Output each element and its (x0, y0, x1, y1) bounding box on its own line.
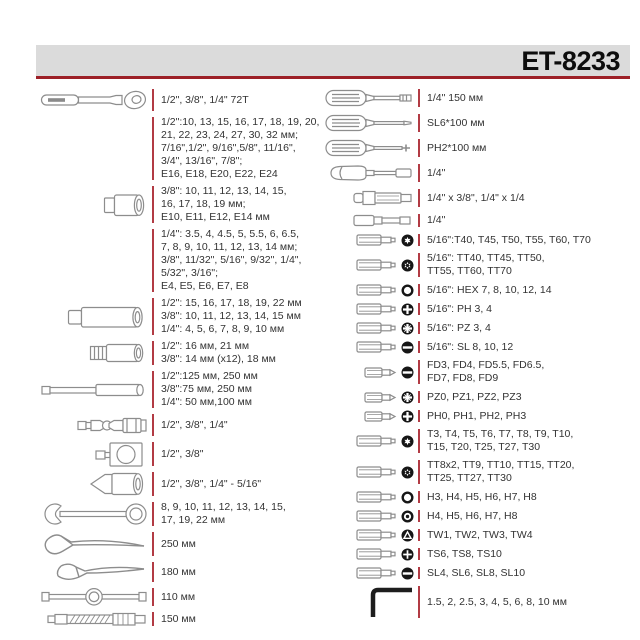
universal-joint-icon (76, 413, 148, 437)
tool-icon-cell (328, 213, 414, 228)
list-item (328, 490, 634, 504)
slotted-screwdriver-icon (324, 113, 414, 133)
spec-text: FD3, FD4, FD5.5, FD6.5, FD7, FD8, FD9 (427, 359, 545, 384)
spec-text: 1/4" (427, 166, 446, 179)
phillips-glyph (401, 410, 414, 423)
bit-icon (355, 465, 397, 479)
hex-dot-glyph (401, 510, 414, 523)
ratchet-icon (40, 88, 148, 112)
separator-line (418, 360, 420, 384)
spec-text: 1/2", 3/8", 1/4" - 5/16" (161, 477, 262, 490)
list-item (328, 213, 634, 228)
list-item (328, 321, 634, 335)
spec-text: 1/2", 3/8" (161, 447, 204, 460)
separator-line (152, 371, 154, 408)
separator-line (418, 410, 420, 422)
tool-icon-cell (36, 441, 148, 467)
list-item (328, 509, 634, 523)
list-item (328, 283, 634, 297)
bit-icon (355, 490, 397, 504)
tool-icon-cell (328, 547, 414, 561)
list-item (36, 471, 328, 497)
spec-text: 180 мм (161, 565, 196, 578)
spec-text: TS6, TS8, TS10 (427, 547, 502, 560)
separator-line (418, 284, 420, 296)
tbar-icon (40, 587, 148, 607)
bit-icon (355, 528, 397, 542)
bit-icon (355, 434, 397, 448)
tool-icon-cell (36, 88, 148, 112)
phillips-screwdriver-icon (324, 138, 414, 158)
bit-icon (355, 302, 397, 316)
deep-socket-icon (66, 304, 148, 330)
spec-text: 1/2", 3/8", 1/4" (161, 418, 228, 431)
list-item (328, 359, 634, 385)
tool-icon-cell (328, 585, 414, 619)
list-item (328, 547, 634, 561)
tool-icon-cell (36, 531, 148, 557)
separator-line (418, 89, 420, 107)
slotted-glyph (401, 341, 414, 354)
spec-text: 1/2": 15, 16, 17, 18, 19, 22 мм 3/8": 10, 11, 12, 13, 14, 15 мм 1/4": 4, 5, 6, 7, 8, 9, 10 мм (161, 297, 302, 335)
spec-text: TW1, TW2, TW3, TW4 (427, 528, 533, 541)
spec-text: 110 мм (161, 590, 196, 603)
tool-icon-cell (36, 380, 148, 400)
torx-glyph (401, 234, 414, 247)
spinner-handle-icon (328, 163, 414, 183)
separator-line (152, 532, 154, 556)
tool-icon-cell (36, 611, 148, 627)
spec-text: 1.5, 2, 2.5, 3, 4, 5, 6, 8, 10 мм (427, 595, 567, 608)
socket-icon (102, 192, 148, 218)
bit-icon (355, 321, 397, 335)
list-item (328, 88, 634, 108)
tool-icon-cell (328, 113, 414, 133)
spec-text: 1/2": 16 мм, 21 мм 3/8": 14 мм (x12), 18 мм (161, 340, 276, 365)
header-bar (36, 45, 630, 76)
groove-pliers-icon (40, 531, 148, 557)
spec-text: PH2*100 мм (427, 141, 487, 154)
drive-adapter-icon (94, 441, 148, 467)
list-item (36, 116, 328, 181)
cone-socket-icon (88, 471, 148, 497)
bit-icon (355, 566, 397, 580)
bit-icon (355, 233, 397, 247)
list-item (328, 138, 634, 158)
spec-text: 1/2":125 мм, 250 мм 3/8":75 мм, 250 мм 1/4": 50 мм,100 мм (161, 370, 258, 408)
separator-line (418, 429, 420, 453)
list-item (36, 561, 328, 583)
allen-key-icon (368, 585, 414, 619)
bit-icon (355, 258, 397, 272)
spec-text: 1/4": 3.5, 4, 4.5, 5, 5.5, 6, 6.5, 7, 8, 9, 10, 11, 12, 13, 14 мм; 3/8", 11/32", 5/16", 9/32", 1/4", 5/32", 3/16"; E4, E5, E6, E7, E8 (161, 228, 302, 292)
spec-text: 1/2", 3/8", 1/4" 72T (161, 93, 249, 106)
separator-line (152, 472, 154, 496)
model-number: ET-8233 (521, 46, 620, 76)
spec-text: 150 мм (161, 612, 196, 625)
list-item (328, 113, 634, 133)
list-item (328, 302, 634, 316)
tool-icon-cell (328, 340, 414, 354)
tool-icon-cell (36, 304, 148, 330)
separator-line (152, 341, 154, 365)
separator-line (152, 612, 154, 626)
list-item (36, 297, 328, 336)
tool-icon-cell (328, 391, 414, 404)
separator-line (418, 234, 420, 246)
list-item (328, 390, 634, 404)
separator-line (152, 562, 154, 582)
tool-icon-cell (328, 302, 414, 316)
spec-text: SL4, SL6, SL8, SL10 (427, 566, 526, 579)
list-item (36, 340, 328, 366)
tool-icon-cell (328, 138, 414, 158)
spec-text: 1/4" 150 мм (427, 91, 484, 104)
separator-line (152, 414, 154, 436)
list-item (328, 252, 634, 278)
separator-line (418, 214, 420, 227)
separator-line (418, 189, 420, 207)
separator-line (418, 586, 420, 618)
spec-text: 1/4" (427, 214, 446, 226)
hex-screwdriver-icon (324, 88, 414, 108)
torx-glyph (401, 435, 414, 448)
separator-line (418, 164, 420, 182)
combination-wrench-icon (40, 501, 148, 527)
spec-text: PH0, PH1, PH2, PH3 (427, 409, 527, 422)
tool-icon-cell (328, 283, 414, 297)
tool-icon-cell (328, 528, 414, 542)
tool-icon-cell (36, 501, 148, 527)
list-item (36, 88, 328, 112)
separator-line (152, 117, 154, 180)
tamper-torx-glyph (401, 466, 414, 479)
separator-line (418, 303, 420, 315)
bit-icon (355, 340, 397, 354)
separator-line (152, 229, 154, 292)
bit-small-icon (363, 410, 397, 423)
spec-text: 5/16": PZ 3, 4 (427, 321, 491, 334)
tool-icon-cell (328, 566, 414, 580)
list-item (36, 611, 328, 627)
tool-icon-cell (328, 490, 414, 504)
list-item (328, 459, 634, 485)
tool-icon-cell (328, 88, 414, 108)
spec-columns (36, 88, 634, 631)
spec-text: 1/2":10, 13, 15, 16, 17, 18, 19, 20, 21, 22, 23, 24, 27, 30, 32 мм; 7/16",1/2", 9/16",5/8", 11/16", 3/4", 13/16", 7/8"; E16, E18, E20, E22, E24 (161, 116, 320, 180)
spec-text: 5/16": SL 8, 10, 12 (427, 340, 514, 353)
list-item (328, 566, 634, 580)
tool-icon-cell (36, 561, 148, 583)
drive-adapter-sm-icon (352, 188, 414, 208)
spec-text: PZ0, PZ1, PZ2, PZ3 (427, 390, 522, 403)
separator-line (152, 298, 154, 335)
left-column (36, 88, 328, 631)
separator-line (418, 567, 420, 579)
tamper-torx-glyph (401, 259, 414, 272)
list-item (328, 340, 634, 354)
separator-line (152, 442, 154, 466)
pozidriv-glyph (401, 322, 414, 335)
list-item (36, 185, 328, 224)
tool-icon-cell (328, 366, 414, 379)
list-item (36, 501, 328, 527)
spec-text: 5/16": TT40, TT45, TT50, TT55, TT60, TT70 (427, 252, 545, 277)
list-item (328, 409, 634, 423)
separator-line (152, 502, 154, 526)
tool-icon-cell (36, 192, 148, 218)
bit-icon (355, 509, 397, 523)
spec-text: H3, H4, H5, H6, H7, H8 (427, 490, 537, 503)
list-item (328, 585, 634, 619)
list-item (36, 413, 328, 437)
spec-text: 250 мм (161, 537, 196, 550)
separator-line (418, 491, 420, 503)
spec-text: 8, 9, 10, 11, 12, 13, 14, 15, 17, 19, 22 мм (161, 501, 286, 526)
sparkplug-socket-icon (88, 342, 148, 364)
tool-icon-cell (328, 465, 414, 479)
tool-icon-cell (328, 163, 414, 183)
separator-line (418, 341, 420, 353)
list-item (328, 163, 634, 183)
list-item (328, 528, 634, 542)
spec-text: 1/4" x 3/8", 1/4" x 1/4 (427, 191, 525, 204)
spec-text: 5/16": HEX 7, 8, 10, 12, 14 (427, 283, 552, 296)
separator-line (418, 114, 420, 132)
slotted-glyph (401, 567, 414, 580)
list-item (36, 587, 328, 607)
phillips-glyph (401, 303, 414, 316)
spec-text: T3, T4, T5, T6, T7, T8, T9, T10, T15, T20, T25, T27, T30 (427, 428, 574, 453)
tool-icon-cell (328, 258, 414, 272)
extension-bar-icon (40, 380, 148, 400)
torqset-glyph (401, 548, 414, 561)
separator-line (418, 460, 420, 484)
hex-glyph (401, 491, 414, 504)
spec-text: 5/16":T40, T45, T50, T55, T60, T70 (427, 233, 591, 246)
spec-text: H4, H5, H6, H7, H8 (427, 509, 518, 522)
separator-line (418, 548, 420, 560)
separator-line (418, 529, 420, 541)
bit-holder-icon (352, 213, 414, 228)
spec-text: 5/16": PH 3, 4 (427, 302, 493, 315)
slotted-glyph (401, 366, 414, 379)
tool-icon-cell (36, 342, 148, 364)
combination-pliers-icon (52, 561, 148, 583)
list-item (36, 370, 328, 409)
header-divider (36, 76, 630, 79)
separator-line (152, 186, 154, 223)
separator-line (418, 322, 420, 334)
spec-text: SL6*100 мм (427, 116, 485, 129)
list-item (328, 428, 634, 454)
bit-icon (355, 547, 397, 561)
tool-icon-cell (328, 434, 414, 448)
flex-extension-icon (46, 611, 148, 627)
separator-line (418, 139, 420, 157)
separator-line (418, 510, 420, 522)
tool-icon-cell (328, 233, 414, 247)
list-item (36, 441, 328, 467)
tool-icon-cell (36, 471, 148, 497)
tool-icon-cell (36, 413, 148, 437)
tool-icon-cell (36, 587, 148, 607)
right-column (328, 88, 634, 631)
bit-small-icon (363, 391, 397, 404)
tool-icon-cell (328, 509, 414, 523)
triwing-glyph (401, 529, 414, 542)
list-item (328, 188, 634, 208)
pozidriv-glyph (401, 391, 414, 404)
separator-line (418, 253, 420, 277)
bit-small-icon (363, 366, 397, 379)
spec-text: 3/8": 10, 11, 12, 13, 14, 15, 16, 17, 18, 19 мм; E10, E11, E12, E14 мм (161, 185, 287, 223)
list-item (36, 531, 328, 557)
separator-line (152, 588, 154, 606)
list-item (328, 233, 634, 247)
spec-text: TT8x2, TT9, TT10, TT15, TT20, TT25, TT27, TT30 (427, 459, 575, 484)
list-item (36, 228, 328, 293)
tool-icon-cell (328, 321, 414, 335)
tool-icon-cell (328, 188, 414, 208)
tool-icon-cell (328, 410, 414, 423)
bit-icon (355, 283, 397, 297)
hex-glyph (401, 284, 414, 297)
separator-line (418, 391, 420, 403)
separator-line (152, 89, 154, 111)
